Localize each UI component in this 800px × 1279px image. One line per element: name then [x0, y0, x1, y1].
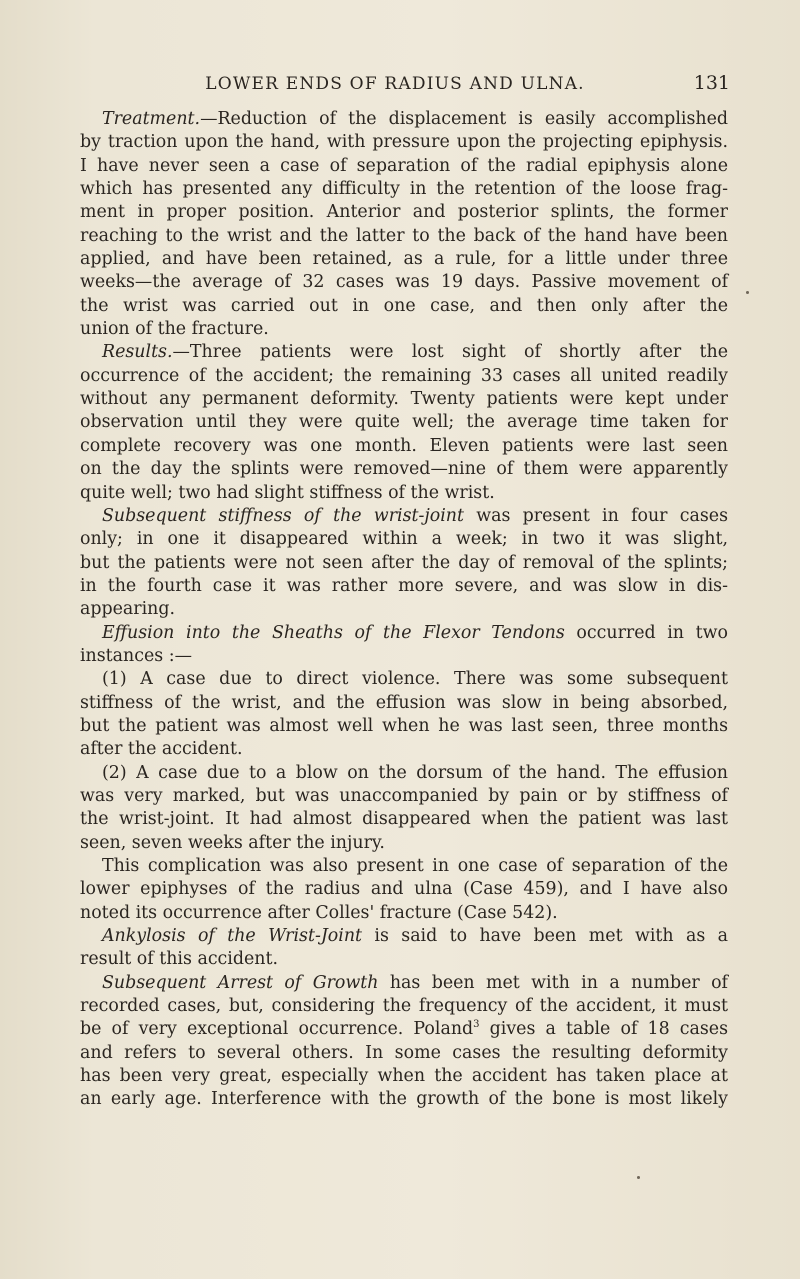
line-text: instances :— [80, 645, 192, 666]
text-line [80, 318, 728, 341]
italic-heading: Subsequent stiffness of the wrist-joint [102, 505, 464, 526]
text-line [80, 668, 728, 691]
line-text: which has presented any difficulty in the retention of the loose frag- [80, 179, 728, 200]
line-text: recorded cases, but, considering the frequency of the accident, it must [80, 996, 728, 1017]
line-text: (2) A case due to a blow on the dorsum of the hand. The effusion [102, 762, 728, 783]
text-line [80, 902, 728, 925]
line-text: noted its occurrence after Colles' fracture (Case 542). [80, 902, 558, 923]
text-line [80, 225, 728, 248]
line-text: —Three patients were lost sight of shortly after the [172, 342, 728, 363]
line-text: be of very exceptional occurrence. Poland [80, 1019, 474, 1040]
text-line [80, 482, 728, 505]
line-text: appearing. [80, 599, 176, 620]
running-head: LOWER ENDS OF RADIUS AND ULNA. [205, 74, 585, 94]
text-line [80, 1088, 728, 1111]
italic-heading: Subsequent Arrest of Growth [102, 972, 379, 993]
text-line [80, 178, 728, 201]
text-line [80, 575, 728, 598]
text-line [80, 388, 728, 411]
body-text [80, 108, 728, 1112]
line-text: but the patient was almost well when he was last seen, three months [80, 715, 728, 736]
ink-speck [637, 1176, 640, 1179]
line-text: without any permanent deformity. Twenty patients were kept under [80, 389, 728, 410]
text-line [80, 645, 728, 668]
line-text: union of the fracture. [80, 319, 269, 340]
text-line [80, 505, 728, 528]
text-line [80, 411, 728, 434]
text-line [80, 295, 728, 318]
line-text: was very marked, but was unaccompanied by pain or by stiffness of [80, 785, 728, 806]
line-text: by traction upon the hand, with pressure upon the projecting epiphysis. [80, 132, 728, 153]
line-text: ment in proper position. Anterior and posterior splints, the former [80, 202, 728, 223]
text-line [80, 878, 728, 901]
text-line [80, 248, 728, 271]
line-text: an early age. Interference with the growth of the bone is most likely [80, 1089, 728, 1110]
text-line [80, 458, 728, 481]
line-text: and refers to several others. In some cases the resulting deformity [80, 1042, 728, 1063]
line-text: in the fourth case it was rather more severe, and was slow in dis- [80, 575, 728, 596]
line-text: This complication was also present in one case of separation of the [102, 856, 728, 876]
line-text: is said to have been met with as a [362, 926, 728, 947]
line-text: has been met with in a number of [378, 972, 728, 993]
text-line [80, 598, 728, 621]
text-line [80, 762, 728, 785]
line-text: occurrence of the accident; the remaining 33 cases all united readily [80, 365, 728, 386]
text-line [80, 341, 728, 364]
italic-heading: Ankylosis of the Wrist-Joint [102, 926, 363, 947]
text-line [80, 995, 728, 1018]
italic-heading: Treatment. [102, 109, 201, 129]
line-text: weeks—the average of 32 cases was 19 days. Passive movement of [80, 272, 728, 293]
italic-heading: Effusion into the Sheaths of the Flexor Tendons [102, 622, 565, 643]
text-line [80, 365, 728, 388]
text-line [80, 808, 728, 831]
line-text: seen, seven weeks after the injury. [80, 832, 385, 853]
line-text: after the accident. [80, 739, 243, 760]
page-number: 131 [693, 72, 730, 94]
text-line [80, 855, 728, 878]
line-text: only; in one it disappeared within a week; in two it was slight, [80, 529, 728, 550]
text-line [80, 692, 728, 715]
line-text: —Reduction of the displacement is easily accomplished [200, 109, 728, 129]
text-line [80, 738, 728, 761]
text-line [80, 925, 728, 948]
text-line [80, 155, 728, 178]
page-header [60, 70, 730, 98]
text-line [80, 785, 728, 808]
line-text: the wrist-joint. It had almost disappeared when the patient was last [80, 809, 728, 830]
line-text: gives a table of 18 cases [479, 1019, 728, 1040]
text-line [80, 1065, 728, 1088]
line-text: complete recovery was one month. Eleven patients were last seen [80, 435, 728, 456]
text-line [80, 271, 728, 294]
text-line [80, 108, 728, 131]
line-text: observation until they were quite well; the average time taken for [80, 412, 728, 433]
line-text: result of this accident. [80, 949, 278, 970]
line-text: applied, and have been retained, as a rule, for a little under three [80, 249, 728, 270]
ink-speck [746, 291, 749, 294]
text-line [80, 552, 728, 575]
text-line [80, 528, 728, 551]
line-text: was present in four cases [463, 505, 728, 526]
line-text: has been very great, especially when the accident has taken place at [80, 1066, 728, 1087]
line-text: occurred in two [564, 622, 728, 643]
footnote-marker: 3 [473, 1019, 480, 1031]
italic-heading: Results. [102, 342, 173, 363]
text-line [80, 1018, 728, 1041]
text-line [80, 972, 728, 995]
text-line [80, 1042, 728, 1065]
line-text: I have never seen a case of separation of the radial epiphysis alone [80, 155, 728, 176]
line-text: but the patients were not seen after the day of removal of the splints; [80, 552, 728, 573]
line-text: the wrist was carried out in one case, and then only after the [80, 295, 728, 316]
line-text: reaching to the wrist and the latter to the back of the hand have been [80, 225, 728, 246]
line-text: (1) A case due to direct violence. There was some subsequent [102, 669, 728, 690]
line-text: on the day the splints were removed—nine of them were apparently [80, 459, 728, 480]
text-line [80, 131, 728, 154]
line-text: lower epiphyses of the radius and ulna (Case 459), and I have also [80, 879, 728, 900]
text-line [80, 201, 728, 224]
text-line [80, 435, 728, 458]
text-line [80, 622, 728, 645]
line-text: quite well; two had slight stiffness of the wrist. [80, 482, 495, 503]
line-text: stiffness of the wrist, and the effusion was slow in being absorbed, [80, 692, 728, 713]
text-line [80, 832, 728, 855]
text-line [80, 948, 728, 971]
text-line [80, 715, 728, 738]
